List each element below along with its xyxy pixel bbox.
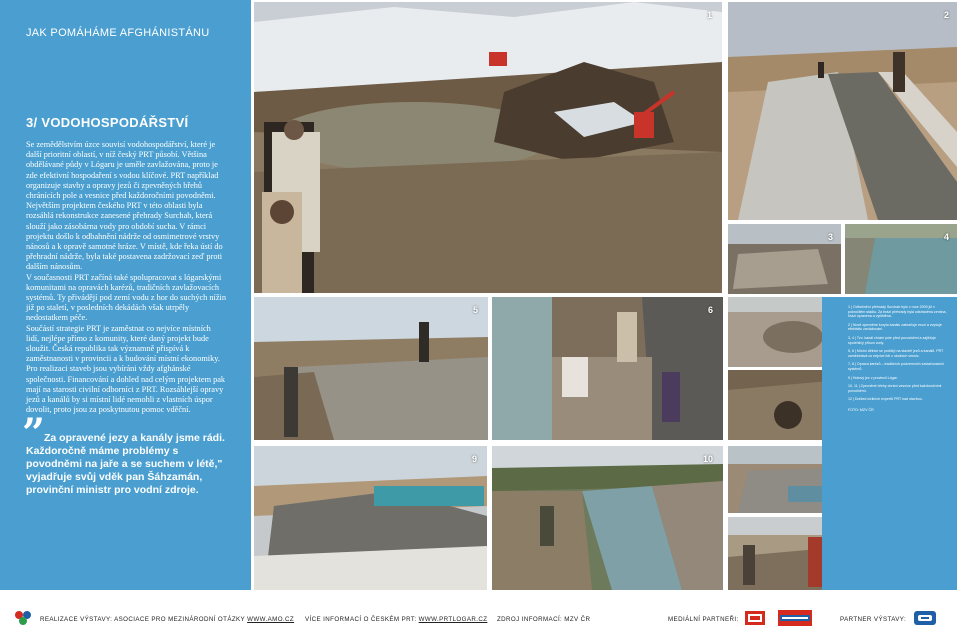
section-label: JAK POMÁHÁME AFGHÁNISTÁNU — [26, 27, 210, 39]
photo-number: 9 — [471, 454, 477, 464]
footer-vice-info: VÍCE INFORMACÍ O ČESKÉM PRT: WWW.PRTLOGAR.CZ — [305, 616, 488, 623]
photo-number: 10 — [702, 454, 713, 464]
photo-dam-excavation — [254, 2, 722, 293]
body-paragraph: Součástí strategie PRT je zaměstnat co nejvíce místních lidí, nejlépe přímo z komunity, které daný projekt bude sloužit. Česká republika tak významně přispívá k zaměstnanosti v provincii a k budování místní ekonomiky. Pro realizaci staveb jsou vybíráni vždy afghánské společnosti. Financování a dohled nad celým projektem pak mají na starosti civilní odborníci z PRT. Rozsáhlejší opravy jezů a kanálů by si místní lidé nemohli z vlastních úspor dovolit, proto jsou za poskytnutou pomoc vděční. — [26, 323, 226, 415]
pull-quote: Za opravené jezy a kanály jsme rádi. Každoročně máme problémy s povodněmi na jaře a se suchem v létě," vyjadřuje svůj vděk pan Šáhzamán, provinční ministr pro vodní zdroje. — [26, 432, 225, 496]
prtlogar-link[interactable]: WWW.PRTLOGAR.CZ — [418, 616, 488, 623]
e15-logo-icon — [745, 611, 765, 625]
photo-number: 4 — [943, 232, 949, 242]
photo-number: 2 — [943, 10, 949, 20]
footer-zdroj: ZDROJ INFORMACÍ: MZV ČR — [497, 616, 591, 623]
quote-mark-icon: ” — [22, 410, 46, 457]
photo-workers-weir — [254, 297, 488, 440]
ceske-radio-logo-icon — [778, 610, 812, 626]
photo-workers-mud — [492, 297, 723, 440]
captions-panel — [822, 297, 957, 590]
photo-canal — [728, 2, 957, 220]
photo-number: 1 — [706, 10, 712, 20]
photo-number: 6 — [707, 305, 713, 315]
caption: 12 | Dohled civilních expertů PRT nad stavbou. — [848, 397, 923, 402]
caption: 2 | Nově zpevněné koryto kanálu zabraňuje erozi a zvyšuje efektivitu zavlažování. — [848, 322, 942, 332]
footer-realizace: REALIZACE VÝSTAVY: ASOCIACE PRO MEZINÁRODNÍ OTÁZKY WWW.AMO.CZ — [40, 616, 295, 623]
caption: 5, 6 | Místní dělníci se podílejí na stavbě jezů a kanálů. PRT zaměstnává co nejvíce lidí z okolních vesnic. — [848, 349, 944, 358]
photo-river-channel — [492, 446, 723, 590]
caption: 9 | Hotový jez v provincii Lógar. — [848, 375, 898, 380]
footer-medialni: MEDIÁLNÍ PARTNEŘI: — [668, 616, 739, 623]
photo-riverbank-wall — [728, 224, 841, 294]
footer-partner: PARTNER VÝSTAVY: — [840, 616, 907, 623]
caption: 10, 11 | Zpevněné břehy chrání vesnice před každoročními povodněmi. — [848, 384, 942, 393]
caption: 3, 4 | Tzv. kanál chrání pole před povodněmi a zajišťuje spolehlivý přísun vody. — [848, 335, 936, 345]
caption: 1 | Odbahnění přehrady Surchab bylo v roce 2009 již v pokročilém stádiu. Za hrází přehrady byla odstraněna zemina, hrázi opravena a vyčištěna. — [848, 305, 947, 319]
photo-finished-weir — [254, 446, 487, 590]
left-text-panel — [0, 0, 251, 590]
body-paragraph: Největším projektem českého PRT v této oblasti byla rozsáhlá rekonstrukce zanesené přehrady Surchab, která slouží jako zásobárna vody pro období sucha. V rámci projektu došlo k odbahnění nádrže od osmimetrové vrstvy nánosů a k opravě samotné hráze. V místě, kde řeka ústí do přehradní nádrže, byla také postavena zadržovací zeď proti dalším nánosům. — [26, 201, 223, 272]
amo-link[interactable]: WWW.AMO.CZ — [247, 616, 295, 623]
photo-reservoir — [845, 224, 957, 294]
photo-number: 5 — [472, 305, 478, 315]
body-paragraph: V současnosti PRT začíná také spolupracovat s lógarskými komunitami na opravách karézů, tradičních zavlažovacích systémů. Ty přivádějí pod zemí vodu z hor do suchých nížin již po staletí, v posledních dekádách však utrpěly nedostatkem péče. — [26, 272, 226, 323]
caption: 7, 8 | Oprava karézů – tradičních podzemních zavlažovacích systémů. — [848, 362, 945, 371]
amo-logo-icon — [14, 610, 32, 626]
section-title: 3/ VODOHOSPODÁŘSTVÍ — [26, 115, 189, 130]
photo-credit: FOTO: MZV ČR — [848, 407, 874, 412]
body-text — [26, 140, 226, 415]
cd-logo-icon — [914, 611, 936, 625]
footer — [0, 590, 960, 631]
body-paragraph: Se zemědělstvím úzce souvisí vodohospodářství, které je další prioritní oblastí, v níž český PRT působí. Většina obdělávané půdy v Lógaru je uměle zavlažována, proto je zde efektivní hospodaření s vodou klíčové. PRT například organizuje stavby a opravy jezů či zpevněných břehů chránících pole a vesnice před každoročními povodněmi. — [26, 140, 219, 201]
photo-number: 3 — [827, 232, 833, 242]
